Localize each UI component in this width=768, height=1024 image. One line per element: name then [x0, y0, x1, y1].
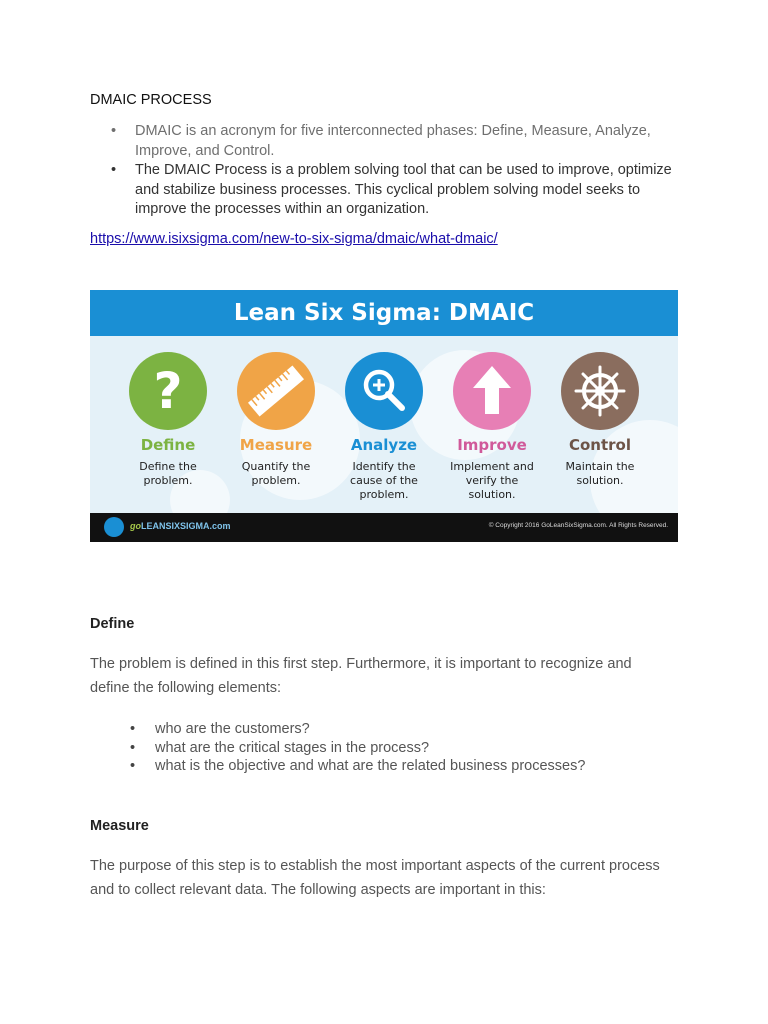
question-mark-icon — [129, 352, 207, 430]
step-control — [545, 352, 655, 488]
step-measure — [221, 352, 331, 488]
step-analyze — [329, 352, 439, 502]
brand-rest: LEANSIXSIGMA.com — [141, 521, 231, 531]
step-define — [113, 352, 223, 488]
infographic-title: Lean Six Sigma: DMAIC — [90, 290, 678, 336]
intro-bullet — [90, 161, 690, 220]
source-link[interactable]: https://www.isixsigma.com/new-to-six-sigma/dmaic/what-dmaic/ — [90, 231, 498, 247]
intro-bullet-text: The DMAIC Process is a problem solving tool that can be used to improve, optimize and stabilize business processes. This cyclical problem solving model seeks to improve the processes within an organization. — [135, 162, 672, 217]
intro-bullet-text: DMAIC is an acronym for five interconnected phases: Define, Measure, Analyze, Improve, and Control. — [135, 123, 651, 159]
step-description: Identify the cause of the problem. — [350, 460, 418, 501]
copyright-text: © Copyright 2016 GoLeanSixSigma.com. All Rights Reserved. — [488, 522, 668, 529]
define-paragraph: The problem is defined in this first step. Furthermore, it is important to recognize and define the following elements: — [90, 656, 632, 696]
step-description: Quantify the problem. — [241, 460, 311, 487]
list-item — [90, 720, 690, 739]
measure-paragraph: The purpose of this step is to establish the most important aspects of the current process and to collect relevant data. The following aspects are important in this: — [90, 858, 660, 898]
step-name: Improve — [457, 436, 527, 454]
step-name: Define — [140, 436, 196, 454]
brand-go: go — [130, 521, 141, 531]
magnifier-plus-icon — [345, 352, 423, 430]
ruler-icon — [237, 352, 315, 430]
list-item — [90, 739, 690, 758]
step-name: Analyze — [350, 436, 418, 454]
bullet-dot: • — [130, 721, 136, 737]
svg-text:?: ? — [153, 362, 183, 420]
bullet-dot: • — [130, 758, 136, 774]
bullet-dot: • — [111, 162, 117, 178]
step-description: Implement and verify the solution. — [450, 460, 534, 501]
step-description: Maintain the solution. — [565, 460, 635, 487]
dmaic-infographic — [90, 290, 678, 542]
infographic-footer — [90, 513, 678, 542]
bullet-dot: • — [111, 123, 117, 139]
up-arrow-icon — [453, 352, 531, 430]
intro-bullet — [90, 122, 690, 161]
define-element-list — [90, 720, 690, 776]
list-item — [90, 757, 690, 776]
document-title: DMAIC PROCESS — [90, 92, 212, 108]
measure-heading: Measure — [90, 818, 149, 834]
step-description: Define the problem. — [139, 460, 197, 487]
brand-name — [130, 521, 231, 531]
ship-wheel-icon — [561, 352, 639, 430]
step-name: Measure — [239, 436, 313, 454]
list-item-text: what are the critical stages in the process? — [155, 739, 430, 756]
step-name: Control — [568, 436, 631, 454]
bullet-dot: • — [130, 739, 136, 756]
step-improve — [437, 352, 547, 502]
lightbulb-logo-icon — [104, 517, 124, 537]
intro-bullet-list — [90, 122, 690, 220]
list-item-text: what is the objective and what are the related business processes? — [155, 758, 586, 774]
list-item-text: who are the customers? — [155, 721, 310, 737]
define-heading: Define — [90, 616, 135, 632]
